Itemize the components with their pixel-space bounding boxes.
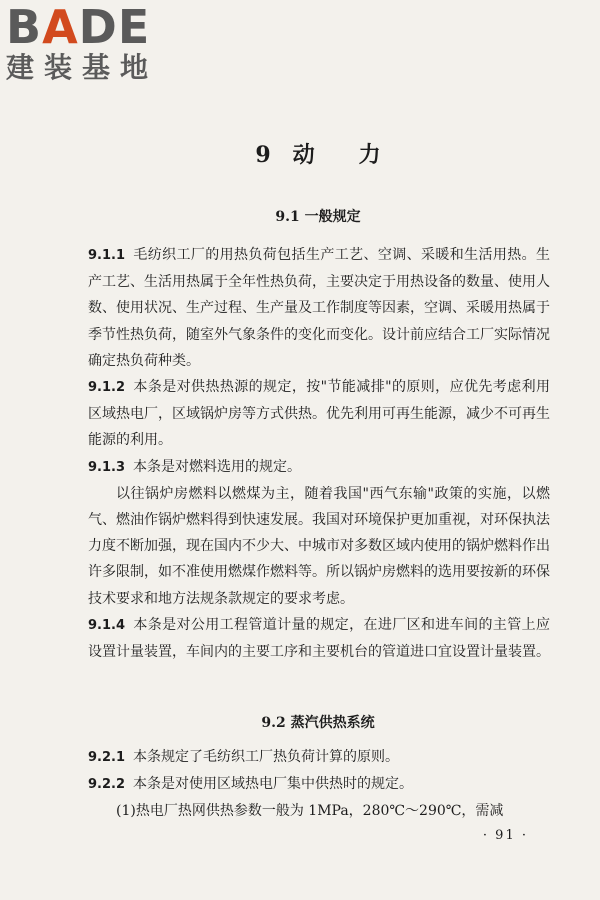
clause-number: 9.1.2 [88,380,126,396]
clause-text: 本条是对使用区域热电厂集中供热时的规定。 [133,776,414,793]
clause-number: 9.2.1 [88,750,126,765]
clause-number: 9.1.4 [88,617,126,633]
clause-number: 9.1.3 [88,459,126,475]
clause-9-1-3 [88,454,550,481]
section-9-1-body [88,242,550,665]
clause-text: 本条规定了毛纺织工厂热负荷计算的原则。 [133,749,400,765]
clause-text: (1)热电厂热网供热参数一般为 1MPa，280℃～290℃，需减 [116,803,504,820]
clause-number: 9.1.1 [88,248,126,263]
clause-text: 本条是对公用工程管道计量的规定，在进厂区和进车间的主管上应设置计量装置，车间内的主要工序和主要机台的管道进口宜设置计量装置。 [88,616,550,661]
chapter-title: 9 动 力 [255,142,381,168]
logo-brand: BADE [6,0,151,54]
clause-9-1-3-detail [88,481,550,612]
clause-9-1-1 [88,242,550,374]
page-number: · 91 · [482,828,528,843]
clause-9-2-1 [88,744,550,771]
bade-logo [6,0,176,84]
clause-text: 本条是对燃料选用的规定。 [133,458,302,475]
clause-text: 以往锅炉房燃料以燃煤为主，随着我国"西气东输"政策的实施，以燃气、燃油作锅炉燃料得到快速发展。我国对环境保护更加重视，对环保执法力度不断加强，现在国内不少大、中城市对多数区域内使用的锅炉燃料作出许多限制，如不准使用燃煤作燃料等。所以锅炉房燃料的选用要按新的环保技术要求和地方法规条款规定的要求考虑。 [88,485,550,607]
clause-9-1-4 [88,612,550,665]
clause-9-2-2-item-1 [88,798,550,824]
clause-9-2-2 [88,771,550,798]
section-9-2-body [88,744,550,825]
clause-text: 毛纺织工厂的用热负荷包括生产工艺、空调、采暖和生活用热。生产工艺、生活用热属于全年性热负荷，主要决定于用热设备的数量、使用人数、使用状况、生产过程、生产量及工作制度等因素，空调、采暖用热属于季节性热负荷，随室外气象条件的变化而变化。设计前应结合工厂实际情况确定热负荷种类。 [88,247,550,369]
logo-subtitle: 建装基地 [6,51,159,84]
section-title-9-1: 9.1 一般规定 [275,209,361,225]
section-title-9-2: 9.2 蒸汽供热系统 [261,715,375,731]
clause-9-1-2 [88,374,550,454]
clause-number: 9.2.2 [88,777,126,793]
clause-text: 本条是对供热热源的规定，按"节能减排"的原则，应优先考虑利用区域热电厂，区域锅炉房等方式供热。优先利用可再生能源，减少不可再生能源的利用。 [88,379,550,449]
